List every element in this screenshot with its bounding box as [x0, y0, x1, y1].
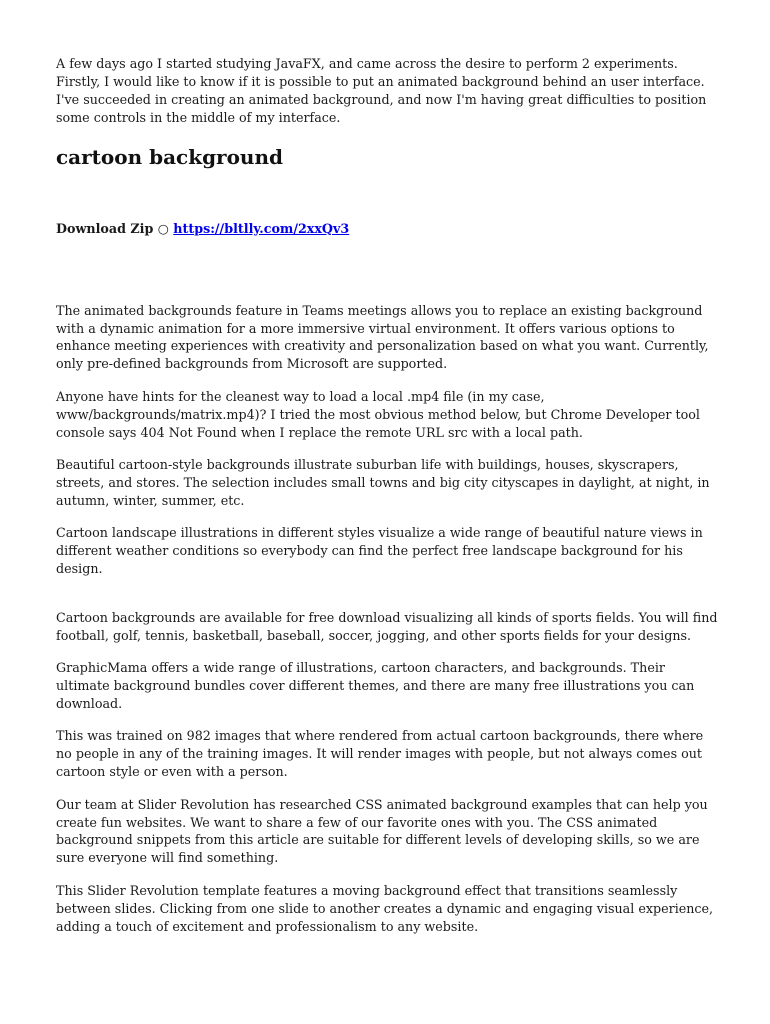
download-label: Download Zip: [56, 220, 154, 236]
paragraph-suburban: Beautiful cartoon-style backgrounds illustrate suburban life with buildings, houses, skyscrapers, streets, and stores. The selection includes small towns and big city cityscapes in daylight, at night, in autumn, winter, summer, etc.: [56, 456, 710, 508]
circle-icon: ○: [157, 220, 169, 236]
paragraph-graphicmama: GraphicMama offers a wide range of illustrations, cartoon characters, and backgrounds. Their ultimate background bundles cover different themes, and there are many free illustrations you can download.: [56, 660, 695, 712]
paragraph-mp4: Anyone have hints for the cleanest way to load a local .mp4 file (in my case, www/backgrounds/matrix.mp4)? I tried the most obvious method below, but Chrome Developer tool console says 404 Not Found when I replace the remote URL src with a local path.: [56, 388, 700, 440]
download-link[interactable]: https://bltlly.com/2xxQv3: [173, 220, 350, 236]
paragraph-slider-template: This Slider Revolution template features a moving background effect that transitions seamlessly between slides. Clicking from one slide to another creates a dynamic and engaging visual experience, adding a touch of excitement and professionalism to any website.: [56, 882, 714, 934]
download-line: [56, 220, 718, 238]
paragraph-slider-team: Our team at Slider Revolution has researched CSS animated background examples that can help you create fun websites. We want to share a few of our favorite ones with you. The CSS animated background snippets from this article are suitable for different levels of developing skills, so we are sure everyone will find something.: [56, 796, 708, 866]
intro-paragraph: A few days ago I started studying JavaFX, and came across the desire to perform 2 experiments. Firstly, I would like to know if it is possible to put an animated background behind an user interface. I've succeeded in creating an animated background, and now I'm having great difficulties to position some controls in the middle of my interface.: [56, 56, 707, 125]
page-title: cartoon background: [56, 144, 284, 169]
paragraph-sports: Cartoon backgrounds are available for free download visualizing all kinds of sports fields. You will find football, golf, tennis, basketball, baseball, soccer, jogging, and other sports fields for your designs.: [56, 609, 718, 643]
paragraph-teams: The animated backgrounds feature in Teams meetings allows you to replace an existing background with a dynamic animation for a more immersive virtual environment. It offers various options to enhance meeting experiences with creativity and personalization based on what you want. Currently, only pre-defined backgrounds from Microsoft are supported.: [56, 302, 709, 372]
article-body: [56, 302, 718, 936]
paragraph-landscape: Cartoon landscape illustrations in different styles visualize a wide range of beautiful nature views in different weather conditions so everybody can find the perfect free landscape background for his design.: [56, 525, 703, 576]
paragraph-trained: This was trained on 982 images that where rendered from actual cartoon backgrounds, there where no people in any of the training images. It will render images with people, but not always comes out cartoon style or even with a person.: [56, 728, 704, 780]
document-page: [56, 55, 718, 950]
